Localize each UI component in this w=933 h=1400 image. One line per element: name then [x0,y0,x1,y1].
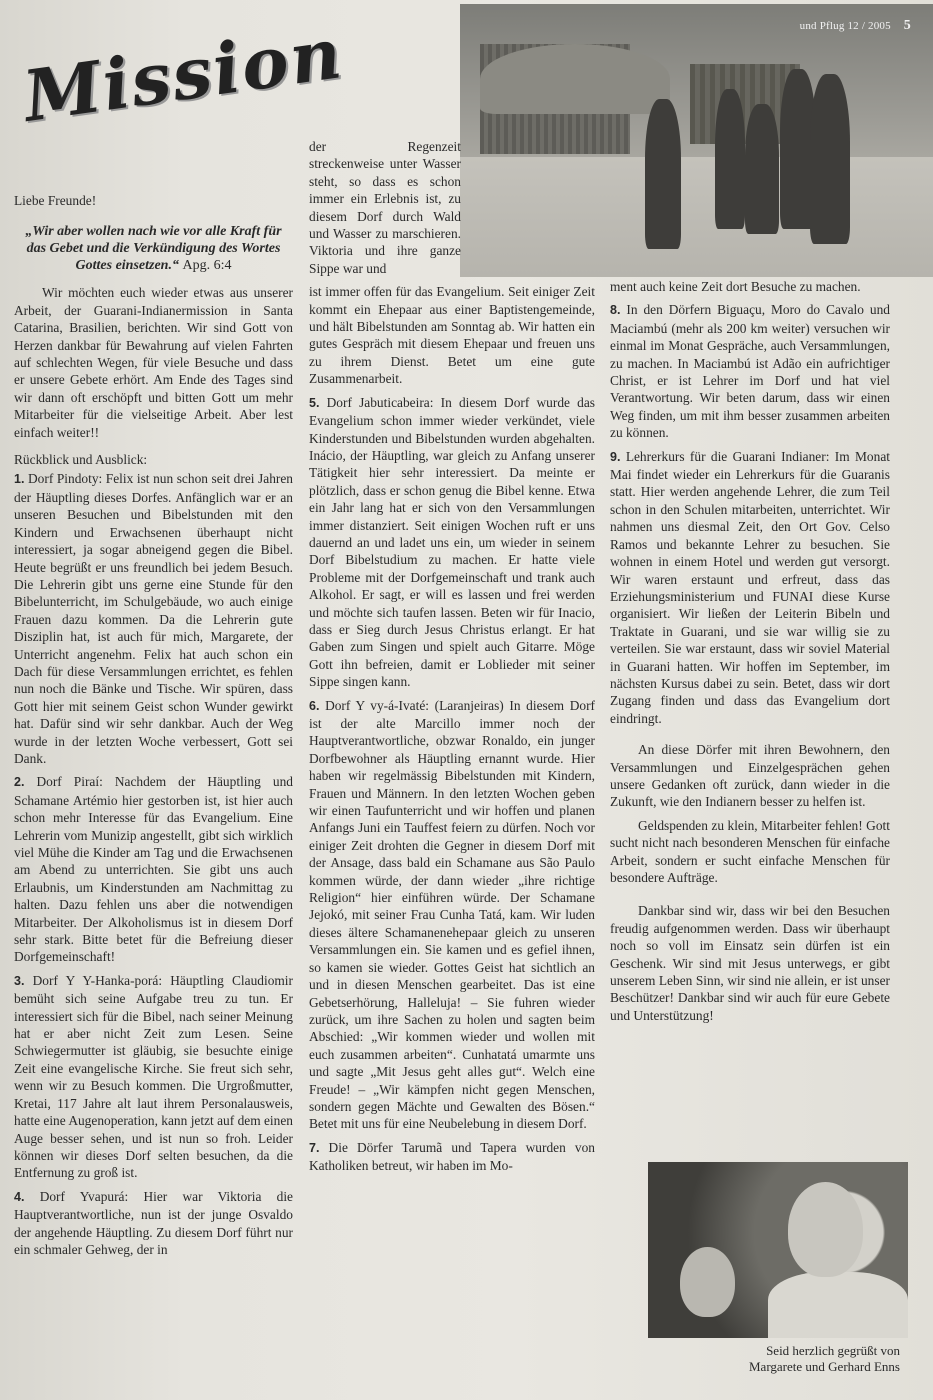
section-1: 1. Dorf Pindoty: Felix ist nun schon seit drei Jahren der Häuptling dieses Dorfes. Anfänglich war er an unseren Besuchen und Bibelstunden mit den Kindern und Erwachsenen überhaupt nicht interessiert, ja sogar abneigend gegen die Bibel. Heute begrüßt er uns freundlich bei jedem Besuch. Die Lehrerin gibt uns gerne eine Stunde für den Bibelunterricht, im Schulgebäude, wo auch einige Frauen dazu kommen. Da die Lehrerin gute Disziplin hat, ist auch für mich, Margarete, der Unterricht angenehm. Felix hat auch schon ein Dach für diese Versammlungen errichtet, es fehlen nun noch die Bänke und Tische. Wir spüren, dass Gott hier mit seinem Geist schon Wunder gewirkt hat. Dafür sind wir sehr dankbar. Auch der Weg wurde in der letzten Woche verbessert, Gott sei Dank. [14,471,293,766]
section-5: 5. Dorf Jabuticabeira: In diesem Dorf wurde das Evangelium schon immer wieder verkündet, viele Kinderstunden und Bibelstunden wurden abgehalten. Inácio, der Häuptling, war gleich zu Anfang unserer Tätigkeit hier sehr interessiert. Da meinte er plötzlich, dass er schon genug die Bibel kenne. Etwa ein Jahr lang hat er sich von den Versammlungen immer distanziert. Seit einigen Wochen ruft er uns dauernd an und ladet uns ein, um wieder in seinem Dorf Bibelstudium zu machen. Er hatte viele Probleme mit der Dorfgemeinschaft und trank auch Alkohol. Er sagt, er will es lassen und frei werden und möchte sich taufen lassen. Beten wir für Inacio, dass er Sieg durch Jesus Christus erlangt. Er hat Gaben zum Singen und spielt auch Gitarre. Möge Gott ihn befreien, damit er Loblieder mit seiner Sippe singen kann. [309,394,595,690]
section-3: 3. Dorf Y Y-Hanka-porá: Häuptling Claudiomir bemüht sich seine Aufgabe treu zu tun. Er interessiert sich für die Bibel, nach seiner Meinung hat er aber nicht Zeit zum Lesen. Seine Schwiegermutter ist gläubig, sie besuchte einige Zeit eine evangelische Kirche. Sie freut sich sehr, wenn wir zu Besuch kommen. Die Urgroßmutter, Kretai, 117 Jahre alt laut ihrem Personalausweis, hatte eine Augenoperation, kann jetzt auf dem einen Auge besser sehen, und ist nun so froh. Leider können wir dieses Dorf selten besuchen, da die Entfernung zu groß ist. [14,972,293,1181]
section-6: 6. Dorf Y vy-á-Ivaté: (Laranjeiras) In diesem Dorf ist der alte Marcillo immer noch der Hauptverantwortliche, obzwar Ronaldo, ein junger Dorfbewohner als Häuptling ernannt wurde. Hier haben wir regelmässig Bibelstunden mit Kindern, Frauen und Männern. In den letzten Wochen geben wir einen Taufunterricht und wir hoffen und planen Anfangs Juni ein Tauffest feiern zu dürfen. Noch vor einiger Zeit drohten die Gegner in diesem Dorf mit der Ansage, dass bald ein Schamane aus São Paulo kommen würde, der dann wieder „ihre richtige Religion“ hier einführen würde. Der Schamane Jejokó, mit seiner Frau Cunha Tatá, kam. Wir luden dieses ältere Schamanenehepaar gleich zu unseren Versammlungen ein. Sie kamen und es gefiel ihnen, so kamen sie wieder. Gottes Geist hat sichtlich an und in diesen Menschen gearbeitet. Das ist eine Gebetserhörung, Halleluja! – Sie fuhren wieder zurück, um ihre Sachen zu holen und sagten beim Abschied: „Wir kommen wieder und wollen mit euch zusammen arbeiten“. Cunhatatá umarmte uns und sagte „Mit Jesus geht alles gut“. Welch eine Freude! – „Wir kämpfen nicht gegen Menschen, sondern gegen Mächte und Gewalten des Bösen.“ Betet mit uns für eine Neubelebung in diesem Dorf. [309,697,595,1132]
section-7-end: ment auch keine Zeit dort Besuche zu machen. [610,279,861,294]
page-title: Mission [18,11,348,138]
couple-photo [648,1162,908,1338]
column-1 [14,192,293,1264]
page-number: 5 [903,18,911,33]
section-4-end: ist immer offen für das Evangelium. Seit einiger Zeit kommt ein Ehepaar aus einer Baptistengemeinde, und hält Bibelstunden am Sonntag ab. Wir hatten ein gutes Gespräch mit diesem Ehepaar und freuen uns zu ihrem Dienst. Betet um eine gute Zusammenarbeit. [309,284,595,387]
photo-caption [660,1343,900,1375]
section-4-continued: der Regenzeit streckenweise unter Wasser steht, so dass es schon immer ein Erlebnis ist, zu diesem Dorf durch Wald und Wasser zu marschieren. Viktoria und ihre ganze Sippe war und [309,139,461,276]
closing-paragraph-2: Geldspenden zu klein, Mitarbeiter fehlen! Gott sucht nicht nach besonderen Menschen für einfache Arbeit, sondern er sucht einfache Menschen für besondere Aufträge. [610,817,890,885]
closing-paragraph-3: Dankbar sind wir, dass wir bei den Besuchen freudig aufgenommen werden. Dass wir überhaupt noch so voll im Einsatz sein dürfen ist ein Geschenk. Wir sind mit Jesus unterwegs, er gibt unserem Leben Sinn, wir sind nie allein, er ist unser Beschützer! Dankbar sind wir auch für eure Gebete und Unterstützung! [610,903,890,1023]
caption-line-1: Seid herzlich gegrüßt von [766,1343,900,1358]
section-4-start: 4. Dorf Yvapurá: Hier war Viktoria die Hauptverantwortliche, nun ist der junge Osvaldo der angehende Häuptling. Zu diesem Dorf führt nur ein schmaler Gehweg, der in [14,1188,293,1257]
quote-ref: Apg. 6:4 [182,258,232,274]
column-3 [610,278,890,1030]
intro-paragraph: Wir möchten euch wieder etwas aus unserer Arbeit, der Guarani-Indianermission in Santa Catarina, Brasilien, berichten. Wir sind Gott von Herzen dankbar für Bewahrung auf vielen Fahrten auf schlechten Wegen, für viele Besuche und dass er unsere Gebete erhört. Am Ende des Tages sind wir dann oft erschöpft und bitten Gott um mehr Mitarbeiter für die vielseitige Arbeit. Aber lest einfach weiter!! [14,285,293,440]
closing-paragraph-1: An diese Dörfer mit ihren Bewohnern, den Versammlungen und Einzelgesprächen gehen unsere Gedanken oft zurück, dann wieder in die Zukunft, wie den Indianern besser zu helfen ist. [610,742,890,810]
quote-text: „Wir aber wollen nach wie vor alle Kraft für das Gebet und die Verkündigung des Wortes Gottes einsetzen.“ [25,224,282,274]
greeting: Liebe Freunde! [14,193,97,208]
section-7-start: 7. Die Dörfer Tarumã und Tapera wurden von Katholiken betreut, wir haben im Mo- [309,1139,595,1174]
caption-line-2: Margarete und Gerhard Enns [748,1359,900,1374]
column-2 [309,138,595,1181]
bible-quote [14,223,293,274]
page-header [800,18,911,34]
section-2: 2. Dorf Piraí: Nachdem der Häuptling und Schamane Artémio hier gestorben ist, ist hier auch schon mehr Interesse für das Evangelium. Eine Lehrerin vom Munizip angestellt, gibt sich wirklich viel Mühe die Kinder am Tag und die Erwachsenen am Abend zu unterrichten. Sie gibt uns auch Erlaubnis, um Kinderstunden am Nachmittag zu halten. Dazu fehlen uns aber die notwendigen Mitarbeiter. Der Alkoholismus ist in diesem Dorf sehr stark. Bitte betet für die Befreiung dieser Dorfgemeinschaft! [14,774,293,965]
section-8: 8. In den Dörfern Biguaçu, Moro do Cavalo und Maciambú (mehr als 200 km weiter) versuchen wir einmal im Monat Gespräche, auch Versammlungen, zu machen. In Maciambú ist Adão ein aufrichtiger Christ, er ist Lehrer im Dorf und hat viel Verantwortung. Wir beten darum, dass wir einen Weg finden, um mit ihm besser zusammen arbeiten zu können. [610,302,890,441]
header-text: und Pflug 12 / 2005 [799,20,891,32]
section-9: 9. Lehrerkurs für die Guarani Indianer: Im Monat Mai findet wieder ein Lehrerkurs für die Guaranis statt. Hier werden angehende Lehrer, die zum Teil schon in den Schulen mitarbeiten, unterrichtet. Wir nahmen uns diesmal Zeit, den Ort Gov. Celso Ramos und bekannte Lehrer zu besuchen. Sie wohnen in einem Hotel und werden gut versorgt. Wir waren erstaunt und erfreut, dass das Erziehungsministerium und FUNAI diese Kurse organisiert. Wir ließen der Leiterin Bibeln und Traktate in Guarani, und sie war willig sie zu verteilen. Sie war erstaunt, dass wir soviel Material in Guarani hatten. Wir hoffen im September, im nächsten Kursus dabei zu sein. Betet, dass wir dort Zugang finden und dass das Evangelium dort eindringt. [610,448,890,726]
review-heading: Rückblick und Ausblick: [14,452,148,468]
